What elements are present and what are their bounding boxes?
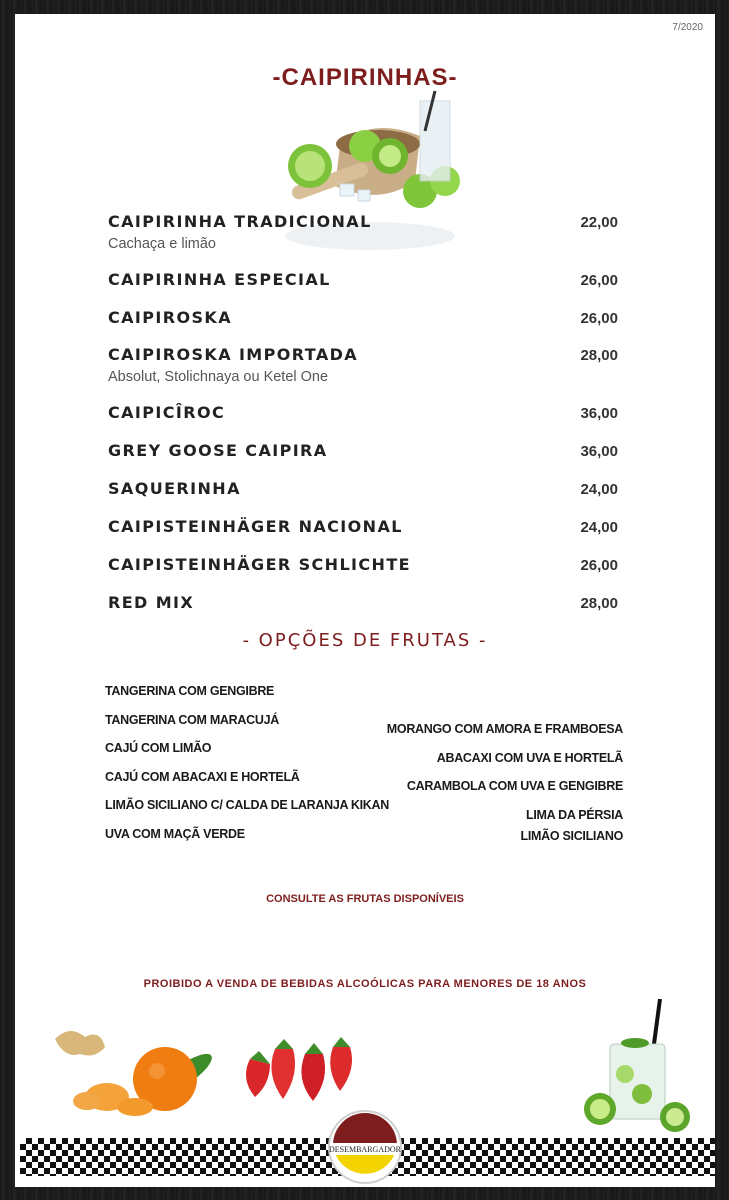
- item-name: GREY GOOSE CAIPIRA: [108, 441, 328, 460]
- fruit-options-left: [105, 684, 389, 855]
- item-name: CAIPISTEINHÄGER NACIONAL: [108, 517, 403, 536]
- item-price: 26,00: [580, 310, 618, 327]
- item-name: CAIPIRINHA TRADICIONAL: [108, 212, 372, 231]
- item-price: 28,00: [580, 595, 618, 612]
- menu-item: [108, 593, 618, 631]
- fruit-option: CAJÚ COM ABACAXI E HORTELÃ: [105, 769, 300, 784]
- logo-text: DESEMBARGADOR: [328, 1145, 402, 1154]
- item-name: SAQUERINHA: [108, 479, 241, 498]
- fruit-option: MORANGO COM AMORA E FRAMBOESA: [386, 722, 623, 736]
- item-description: Absolut, Stolichnaya ou Ketel One: [108, 369, 329, 385]
- age-restriction-note: PROIBIDO A VENDA DE BEBIDAS ALCOÓLICAS PARA MENORES DE 18 ANOS: [143, 978, 587, 990]
- item-name: RED MIX: [108, 593, 195, 612]
- fruit-options-right: [387, 722, 623, 857]
- item-price: 22,00: [580, 214, 618, 231]
- item-price: 36,00: [580, 405, 618, 422]
- item-price: 24,00: [580, 481, 618, 498]
- menu-item: [108, 308, 618, 345]
- item-price: 36,00: [580, 443, 618, 460]
- menu-item: [108, 479, 618, 517]
- menu-item: [108, 555, 618, 593]
- fruit-option: LIMÃO SICILIANO: [520, 828, 623, 843]
- item-name: CAIPICÎROC: [108, 403, 226, 422]
- item-price: 26,00: [580, 557, 618, 574]
- caipirinha-glass-illustration: [580, 999, 705, 1134]
- item-name: CAIPIRINHA ESPECIAL: [108, 270, 331, 289]
- item-price: 26,00: [580, 272, 618, 289]
- item-name: CAIPISTEINHÄGER SCHLICHTE: [108, 555, 411, 574]
- menu-item: [108, 345, 618, 403]
- page-title: -CAIPIRINHAS-: [272, 64, 458, 91]
- menu-item: [108, 403, 618, 441]
- item-name: CAIPIROSKA IMPORTADA: [108, 345, 359, 364]
- fruit-option: LIMÃO SICILIANO C/ CALDA DE LARANJA KIKAN: [105, 798, 389, 812]
- menu-item: [108, 212, 618, 270]
- fruit-option: TANGERINA COM MARACUJÁ: [105, 712, 279, 727]
- item-price: 28,00: [580, 347, 618, 364]
- page-date: 7/2020: [672, 22, 703, 33]
- menu-item: [108, 270, 618, 308]
- item-price: 24,00: [580, 519, 618, 536]
- item-name: CAIPIROSKA: [108, 308, 232, 327]
- fruit-option: TANGERINA COM GENGIBRE: [105, 684, 275, 698]
- menu-page: [15, 14, 715, 1187]
- fruit-option: LIMA DA PÉRSIA: [526, 807, 623, 822]
- fruit-option: ABACAXI COM UVA E HORTELÃ: [436, 750, 623, 765]
- menu-item: [108, 517, 618, 555]
- available-fruits-note: CONSULTE AS FRUTAS DISPONÍVEIS: [266, 893, 464, 905]
- desembargador-logo: [327, 1109, 403, 1185]
- item-description: Cachaça e limão: [108, 236, 216, 252]
- fruit-option: CARAMBOLA COM UVA E GENGIBRE: [406, 779, 623, 793]
- fruit-option: UVA COM MAÇÃ VERDE: [105, 826, 245, 841]
- fruit-options-title: - OPÇÕES DE FRUTAS -: [242, 630, 488, 651]
- fruit-option: CAJÚ COM LIMÃO: [105, 741, 212, 755]
- caipirinha-menu: [108, 212, 618, 631]
- menu-item: [108, 441, 618, 479]
- strawberries-illustration: [235, 1029, 375, 1109]
- tangerine-ginger-illustration: [45, 1019, 225, 1119]
